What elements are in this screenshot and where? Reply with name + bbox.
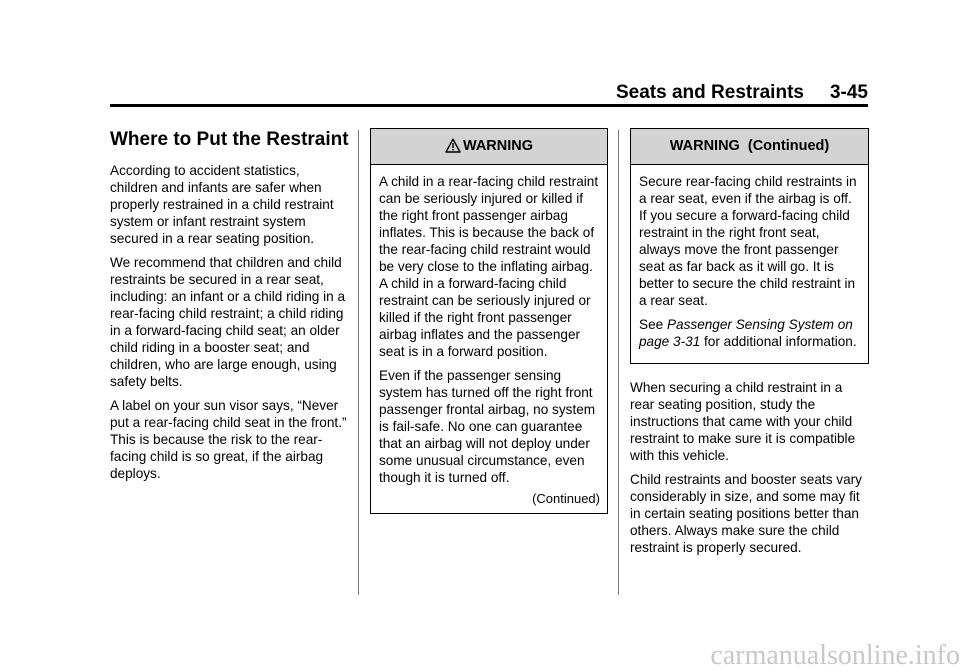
body-text [630, 379, 869, 556]
warning-header: WARNING (Continued) [631, 129, 868, 165]
warning-triangle-icon [445, 132, 461, 167]
continued-label: (Continued) [532, 491, 600, 506]
warning-paragraph: A child in a rear-facing child restraint can be seriously injured or killed if the right front passenger airbag inflates. This is because the back of the rear-facing child restraint would be very close to the inflating airbag. A child in a forward-facing child restraint can be seriously injured or killed if the right front passenger airbag inflates and the passenger seat is in a forward position. [379, 174, 599, 359]
body-paragraph: Child restraints and booster seats vary considerably in size, and some may fit in certain seating positions better than others. Always make sure the child restraint is properly secured. [630, 472, 862, 555]
header-rule [110, 104, 868, 107]
see-prefix: See [639, 317, 667, 332]
warning-body [371, 165, 607, 513]
see-suffix: for additional information. [700, 334, 857, 349]
section-heading: Where to Put the Restraint [110, 129, 349, 150]
warning-paragraph: Even if the passenger sensing system has turned off the right front passenger frontal airbag, no system is fail-safe. No one can guarantee that an airbag will not deploy under some unusual circumstance, even though it is turned off. [379, 368, 596, 485]
page-number: 3-45 [829, 82, 868, 103]
section-title: Seats and Restraints [616, 82, 804, 103]
warning-title: WARNING [462, 138, 534, 154]
warning-paragraph: Secure rear-facing child restraints in a rear seat, even if the airbag is off. If you secure a forward-facing child restraint in the right front seat, always move the front passenger seat as far back as it will go. It is better to secure the child restraint in a rear seat. [639, 174, 857, 308]
see-reference [639, 316, 861, 350]
watermark: carmanualsonline.info [710, 640, 960, 671]
body-paragraph: When securing a child restraint in a rear seating position, study the instructions that came with your child restraint to make sure it is compatible with this vehicle. [630, 380, 856, 463]
body-paragraph: According to accident statistics, children and infants are safer when properly restrained in a child restraint system or infant restraint system secured in a rear seating position. [110, 163, 334, 246]
warning-header [371, 129, 607, 165]
column-left [110, 128, 350, 489]
column-divider [358, 130, 359, 595]
header-text [616, 82, 868, 104]
cross-reference-link[interactable]: Passenger Sensing System on page 3‑31 [639, 317, 853, 349]
column-middle [370, 128, 608, 514]
warning-body [631, 165, 868, 363]
column-right [630, 128, 869, 563]
body-paragraph: A label on your sun visor says, “Never put a rear-facing child seat in the front.” This is because the risk to the rear-facing child is so great, if the airbag deploys. [110, 398, 347, 481]
body-paragraph: We recommend that children and child restraints be secured in a rear seat, including: an infant or a child riding in a rear-facing child restraint; a child riding in a forward-facing child seat; an older child riding in a booster seat; and children, who are large enough, using safety belts. [110, 255, 346, 389]
warning-box-continued [630, 128, 869, 364]
column-divider [618, 130, 619, 595]
warning-box [370, 128, 608, 514]
